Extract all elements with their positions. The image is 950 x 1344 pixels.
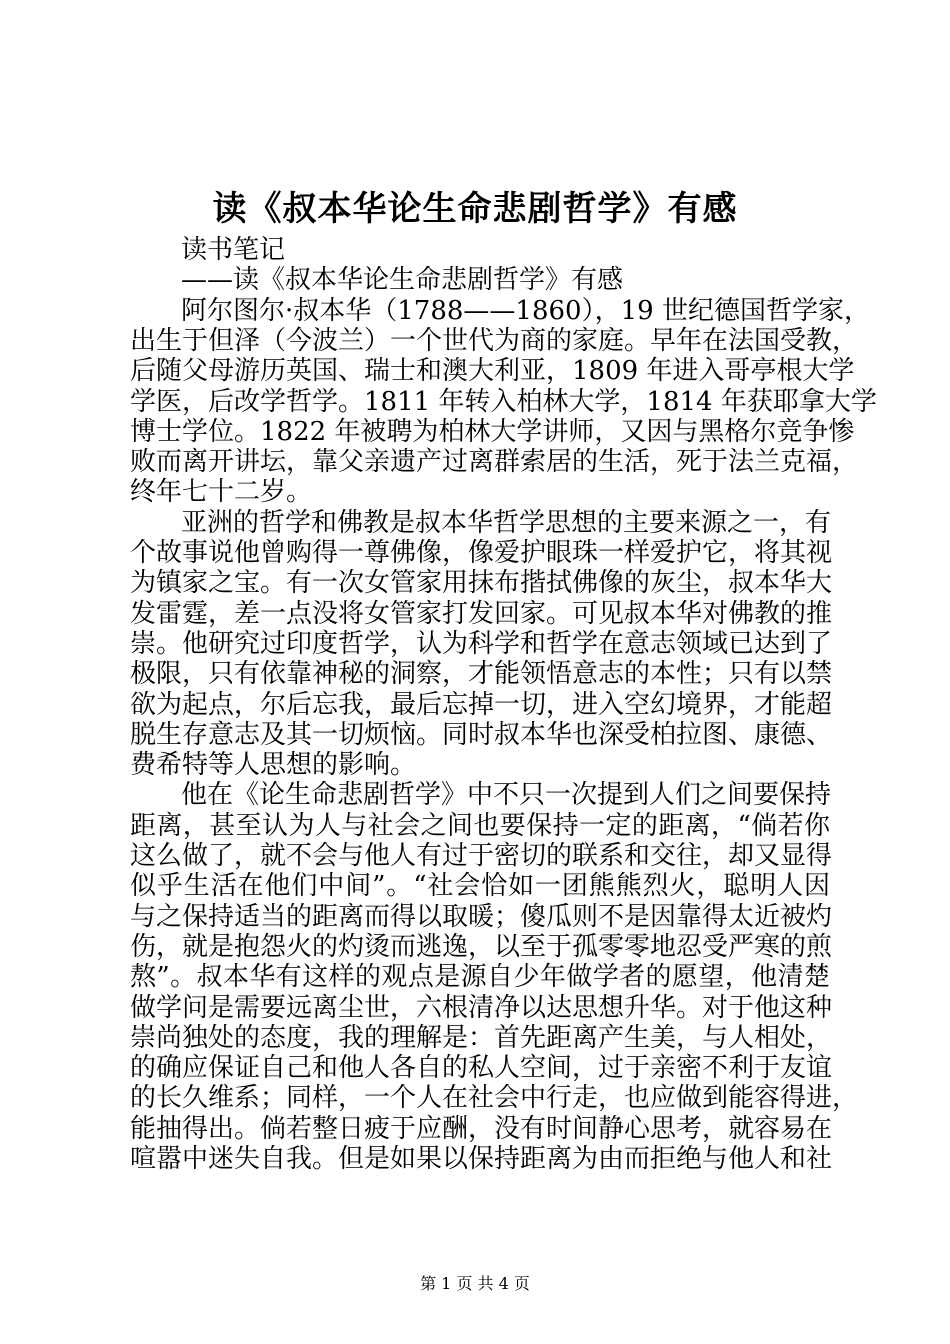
text-line: 费希特等人思想的影响。 — [130, 750, 417, 780]
text-line: 读书笔记 — [181, 235, 286, 265]
document-title: 读《叔本华论生命悲剧哲学》有感 — [212, 189, 738, 229]
text-line: 学医，后改学哲学。1811 年转入柏林大学，1814 年获耶拿大学 — [130, 387, 877, 417]
text-line: 伤，就是抱怨火的灼烫而逃逸，以至于孤零零地忍受严寒的煎 — [130, 932, 833, 962]
text-line: 距离，甚至认为人与社会之间也要保持一定的距离，“倘若你 — [130, 811, 830, 841]
text-line: 似乎生活在他们中间”。“社会恰如一团熊熊烈火，聪明人因 — [130, 871, 830, 901]
text-line: 后随父母游历英国、瑞士和澳大利亚，1809 年进入哥亭根大学 — [130, 356, 855, 386]
text-line: 阿尔图尔·叔本华（1788——1860），19 世纪德国哲学家， — [181, 296, 870, 326]
text-line: 熬”。叔本华有这样的观点是源自少年做学者的愿望，他清楚 — [130, 962, 830, 992]
text-line: 崇尚独处的态度，我的理解是：首先距离产生美，与人相处， — [130, 1023, 833, 1053]
text-line: 极限，只有依靠神秘的洞察，才能领悟意志的本性；只有以禁 — [130, 659, 833, 689]
text-line: ——读《叔本华论生命悲剧哲学》有感 — [181, 265, 624, 295]
text-line: 做学问是需要远离尘世，六根清净以达思想升华。对于他这种 — [130, 993, 833, 1023]
text-line: 终年七十二岁。 — [130, 477, 313, 507]
text-line: 崇。他研究过印度哲学，认为科学和哲学在意志领域已达到了 — [130, 629, 833, 659]
text-line: 博士学位。1822 年被聘为柏林大学讲师，又因与黑格尔竞争惨 — [130, 417, 855, 447]
text-line: 他在《论生命悲剧哲学》中不只一次提到人们之间要保持 — [181, 780, 832, 810]
page-footer: 第 1 页 共 4 页 — [420, 1274, 530, 1293]
text-line: 的确应保证自己和他人各自的私人空间，过于亲密不利于友谊 — [130, 1053, 833, 1083]
text-line: 的长久维系；同样，一个人在社会中行走，也应做到能容得进， — [130, 1083, 859, 1113]
text-line: 脱生存意志及其一切烦恼。同时叔本华也深受柏拉图、康德、 — [130, 720, 833, 750]
text-line: 欲为起点，尔后忘我，最后忘掉一切，进入空幻境界，才能超 — [130, 690, 833, 720]
text-line: 败而离开讲坛，靠父亲遗产过离群索居的生活，死于法兰克福， — [130, 447, 859, 477]
text-line: 能抽得出。倘若整日疲于应酬，没有时间静心思考，就容易在 — [130, 1114, 833, 1144]
text-line: 个故事说他曾购得一尊佛像，像爱护眼珠一样爱护它，将其视 — [130, 538, 833, 568]
text-line: 发雷霆，差一点没将女管家打发回家。可见叔本华对佛教的推 — [130, 599, 833, 629]
text-line: 与之保持适当的距离而得以取暖；傻瓜则不是因靠得太近被灼 — [130, 902, 833, 932]
text-line: 亚洲的哲学和佛教是叔本华哲学思想的主要来源之一，有 — [181, 508, 832, 538]
text-line: 为镇家之宝。有一次女管家用抹布揩拭佛像的灰尘，叔本华大 — [130, 568, 833, 598]
text-line: 出生于但泽（今波兰）一个世代为商的家庭。早年在法国受教， — [130, 326, 859, 356]
text-line: 喧嚣中迷失自我。但是如果以保持距离为由而拒绝与他人和社 — [130, 1144, 833, 1174]
text-line: 这么做了，就不会与他人有过于密切的联系和交往，却又显得 — [130, 841, 833, 871]
